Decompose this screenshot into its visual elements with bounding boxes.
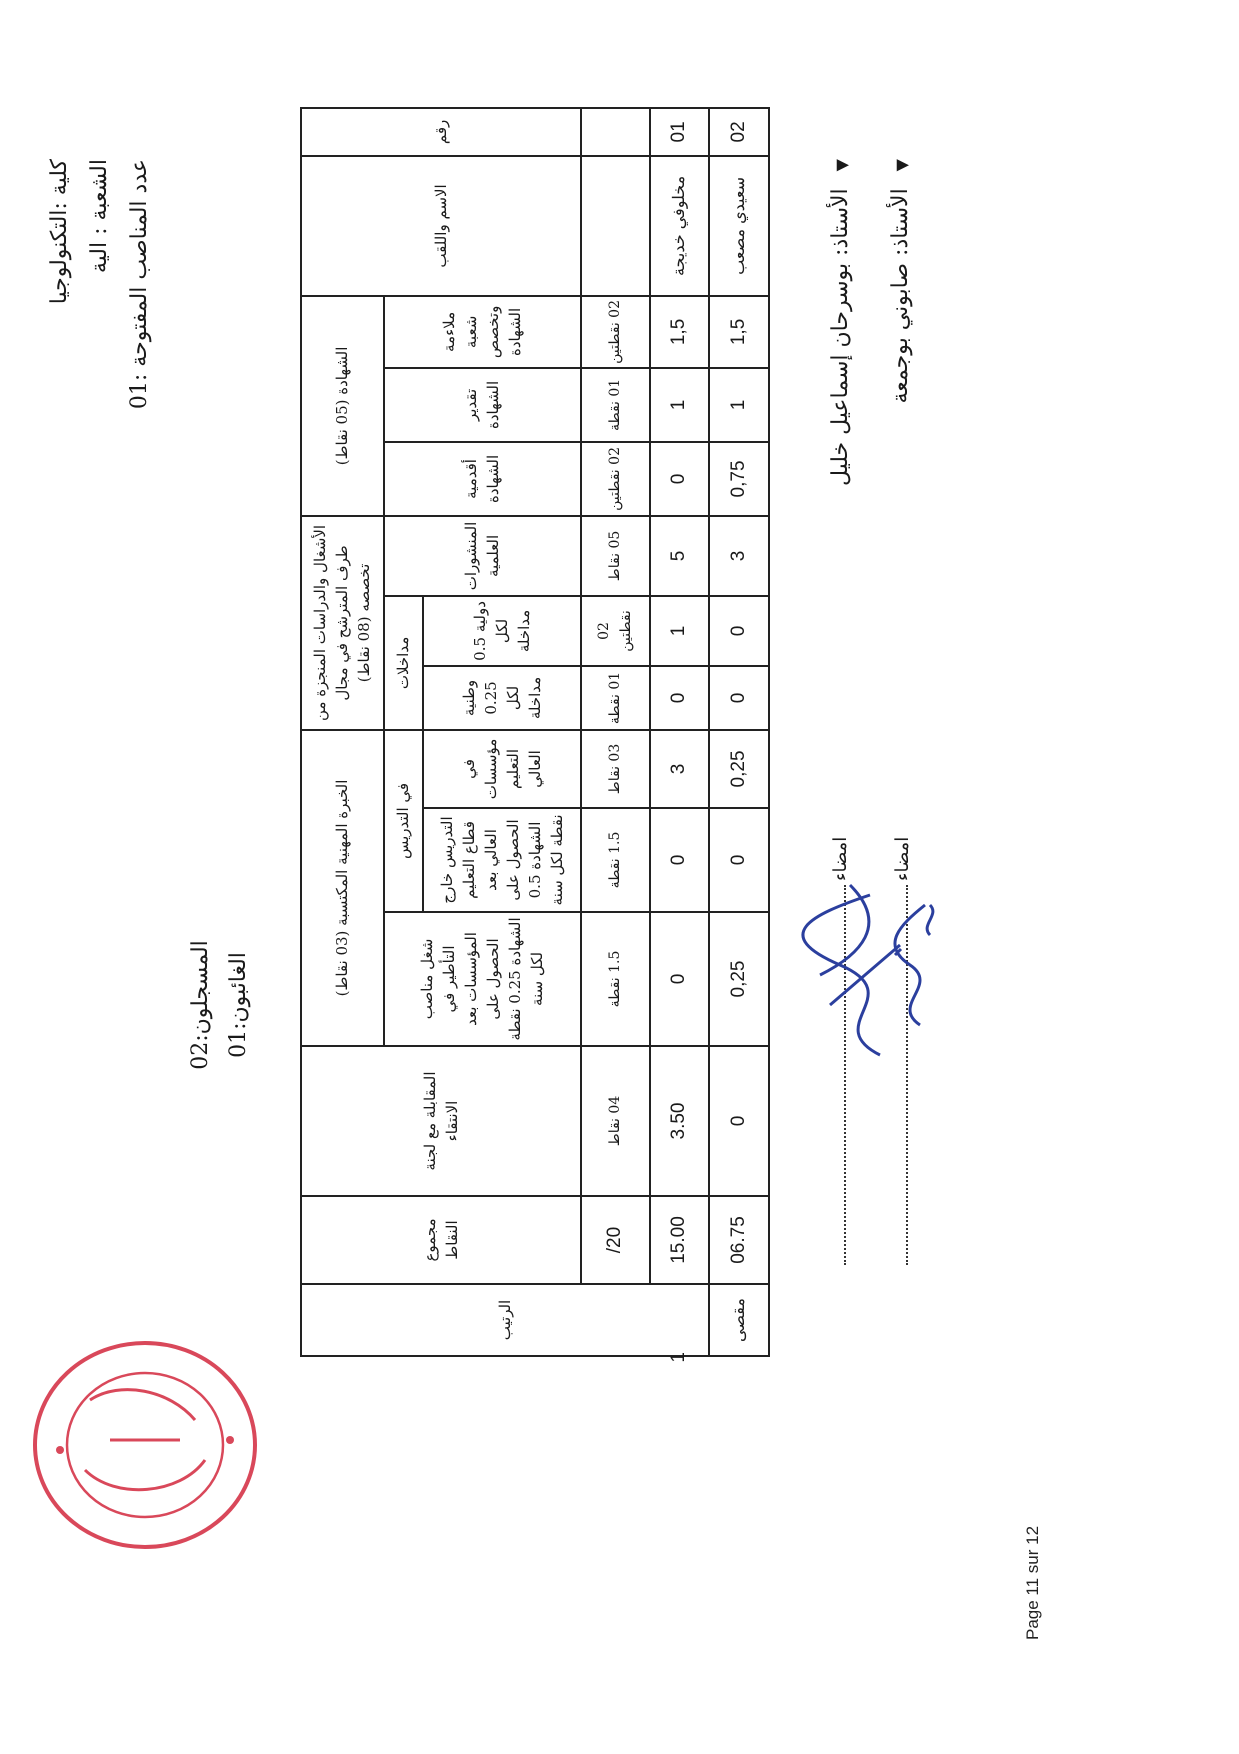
- header-exp-higher-ed: في مؤسسات التعليم العالي: [423, 730, 581, 808]
- row-exp-management: 0,25: [709, 912, 769, 1046]
- row-name: مخلوفي خديجة: [650, 156, 710, 296]
- max-name-empty: [581, 156, 650, 296]
- max-exp-outside: 1.5 نقطة: [581, 808, 650, 912]
- row-total: 06.75: [709, 1196, 769, 1284]
- faculty-label: كلية :التكنولوجيا: [47, 159, 72, 305]
- row-exp-outside: 0: [650, 808, 710, 912]
- header-degree-grade: تقدير الشهادة: [384, 368, 581, 442]
- row-intl: 1: [650, 596, 710, 666]
- max-exp-management: 1.5 نقطة: [581, 912, 650, 1046]
- header-interview: المقابلة مع لجنة الانتقاء: [301, 1046, 581, 1196]
- page-number: Page 11 sur 12: [1023, 1525, 1042, 1640]
- row-exp-management: 0: [650, 912, 710, 1046]
- header-experience: الخبرة المهنية المكتسبة (03 نقاط): [301, 730, 384, 1046]
- row-seniority: 0,75: [709, 442, 769, 516]
- row-interview: 3.50: [650, 1046, 710, 1196]
- teacher-1-name: الأستاذ: بوسرحان إسماعيل خليل: [828, 188, 853, 487]
- bullet-icon: ▼: [832, 159, 851, 172]
- row-rank: مقصى: [709, 1284, 769, 1356]
- max-grade: 01 نقطة: [581, 368, 650, 442]
- row-national: 0: [650, 666, 710, 730]
- max-intl: 02 نقطتين: [581, 596, 650, 666]
- header-info: [40, 159, 160, 409]
- row-publications: 5: [650, 516, 710, 596]
- row-fit: 1,5: [709, 296, 769, 368]
- sign-label: امضاء: [830, 836, 851, 881]
- row-grade: 1: [650, 368, 710, 442]
- row-grade: 1: [709, 368, 769, 442]
- header-publications: المنشورات العلمية: [384, 516, 581, 596]
- header-research: الأشغال والدراسات المنجزة من طرف المترشح في مجال تخصصه (08 نقاط): [301, 516, 384, 730]
- row-intl: 0: [709, 596, 769, 666]
- row-name: سعيدي مصعب: [709, 156, 769, 296]
- attendance-info: [182, 875, 258, 1135]
- max-num-empty: [581, 108, 650, 156]
- bullet-icon: ▼: [892, 159, 911, 172]
- table-row: 01 مخلوفي خديجة 1,5 1 0 5 1 0 3 0 0 3.50 15.00 1: [650, 108, 710, 1356]
- row-national: 0: [709, 666, 769, 730]
- teacher-2-name: الأستاذ: صابوني بوجمعة: [888, 188, 913, 404]
- registered-label: المسجلون:02: [188, 940, 213, 1070]
- signature-2-image: [880, 875, 950, 1035]
- header-intl: دولية 0.5 لكل مداخلة: [423, 596, 581, 666]
- results-table: [300, 107, 770, 1363]
- max-fit: 02 نقطتين: [581, 296, 650, 368]
- row-exp-outside: 0: [709, 808, 769, 912]
- teacher-1: [828, 159, 853, 486]
- max-interview: 04 نقاط: [581, 1046, 650, 1196]
- header-rank: الرتيب: [301, 1284, 709, 1356]
- header-teaching: في التدريس: [384, 730, 423, 912]
- table-row: [709, 108, 769, 1356]
- max-total: 20/: [581, 1196, 650, 1284]
- row-seniority: 0: [650, 442, 710, 516]
- max-publications: 05 نقاط: [581, 516, 650, 596]
- header-degree: الشهادة (05 نقاط): [301, 296, 384, 516]
- row-interview: 0: [709, 1046, 769, 1196]
- header-total: مجموع النقاط: [301, 1196, 581, 1284]
- header-national: وطنية 0.25 لكل مداخلة: [423, 666, 581, 730]
- header-degree-seniority: أقدمية الشهادة: [384, 442, 581, 516]
- header-exp-outside: التدريس خارج قطاع التعليم العالي بعد الحصول على الشهادة 0.5 نقطة لكل سنة: [423, 808, 581, 912]
- row-total: 15.00: [650, 1196, 710, 1284]
- branch-label: الشعبة : الية: [87, 159, 112, 274]
- row-publications: 3: [709, 516, 769, 596]
- header-name: الاسم واللقب: [301, 156, 581, 296]
- row-num: 01: [650, 108, 710, 156]
- open-posts-label: عدد المناصب المفتوحة :01: [127, 159, 152, 410]
- absent-label: الغائبون:01: [226, 952, 251, 1058]
- row-num: 02: [709, 108, 769, 156]
- row-exp-higher-ed: 3: [650, 730, 710, 808]
- header-degree-fit: ملاءمة شعبة وتخصص الشهادة: [384, 296, 581, 368]
- official-stamp-image: [20, 1330, 270, 1560]
- sign-label: امضاء: [892, 836, 913, 881]
- max-exp-higher-ed: 03 نقاط: [581, 730, 650, 808]
- max-seniority: 02 نقطتين: [581, 442, 650, 516]
- header-num: رقم: [301, 108, 581, 156]
- max-national: 01 نقطة: [581, 666, 650, 730]
- row-fit: 1,5: [650, 296, 710, 368]
- header-exp-management: شغل مناصب التأطير في المؤسسات بعد الحصول على الشهادة 0.25 نقطة لكل سنة: [384, 912, 581, 1046]
- header-interventions: مداخلات: [384, 596, 423, 730]
- teacher-2: [888, 159, 913, 404]
- row-exp-higher-ed: 0,25: [709, 730, 769, 808]
